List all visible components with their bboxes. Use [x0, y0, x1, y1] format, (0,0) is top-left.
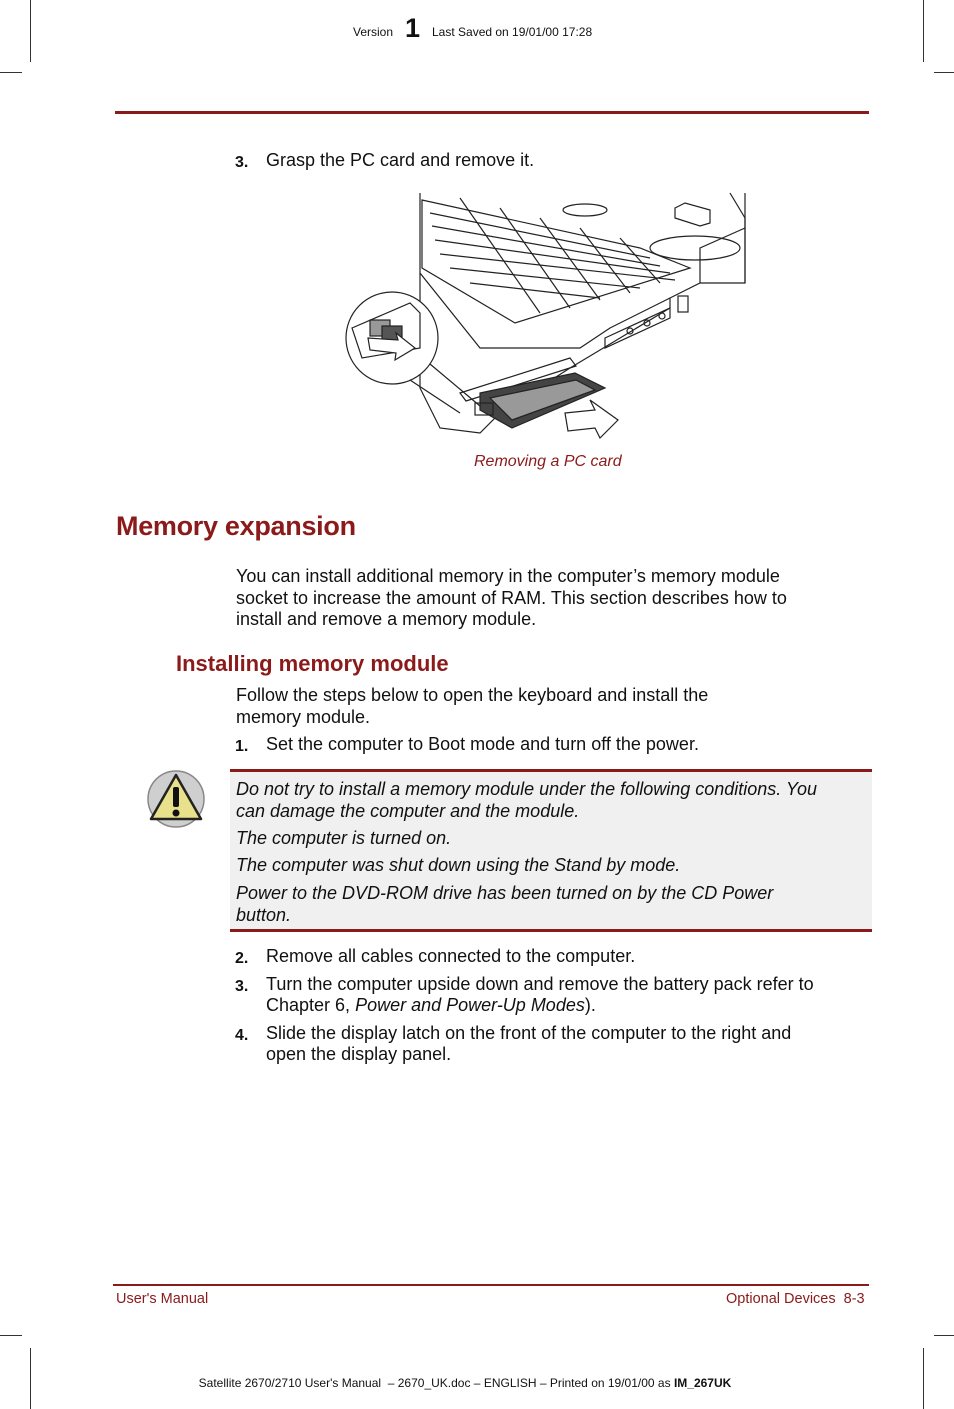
step-text: Slide the display latch on the front of the computer to the right and — [266, 1023, 792, 1043]
footer-rule — [113, 1284, 869, 1286]
crop-mark — [30, 0, 31, 62]
crop-mark — [934, 72, 954, 73]
footer-left: User's Manual — [116, 1291, 209, 1307]
warning-line: The computer is turned on. — [236, 828, 452, 848]
warning-line: button. — [236, 905, 292, 925]
crop-mark — [30, 1348, 31, 1409]
warning-line: Power to the DVD-ROM drive has been turned on by the CD Power — [236, 883, 774, 903]
warning-line: Do not try to install a memory module under the following conditions. You — [236, 779, 817, 799]
crop-mark — [0, 72, 22, 73]
print-code: IM_267UK — [673, 1376, 732, 1390]
step-number: 3. — [235, 154, 249, 171]
chapter-reference: Power and Power-Up Modes — [355, 995, 585, 1015]
subsection-title: Installing memory module — [176, 651, 449, 676]
step-text: open the display panel. — [266, 1044, 452, 1064]
section-intro-line: You can install additional memory in the computer’s memory module — [236, 566, 780, 586]
subsection-intro-line: Follow the steps below to open the keyboard and install the — [236, 685, 709, 705]
last-saved: Last Saved on 19/01/00 17:28 — [432, 25, 593, 39]
step-text: Set the computer to Boot mode and turn off the power. — [266, 734, 699, 754]
header-rule — [115, 111, 869, 114]
pc-card-removal-illustration — [340, 188, 760, 443]
step-number: 2. — [235, 950, 249, 967]
crop-mark — [923, 0, 924, 62]
figure-caption: Removing a PC card — [474, 453, 622, 470]
step-number: 3. — [235, 978, 249, 995]
step-text: Turn the computer upside down and remove the battery pack refer to — [266, 974, 814, 994]
step-text: Remove all cables connected to the computer. — [266, 946, 636, 966]
step-text-prefix: Chapter 6, — [266, 995, 356, 1015]
version-label: Version — [353, 25, 394, 39]
warning-line: can damage the computer and the module. — [236, 801, 580, 821]
caution-triangle-icon — [145, 769, 207, 829]
crop-mark — [0, 1335, 22, 1336]
section-title: Memory expansion — [116, 511, 356, 541]
subsection-intro-line: memory module. — [236, 707, 371, 727]
step-number: 4. — [235, 1027, 249, 1044]
section-intro-line: socket to increase the amount of RAM. This section describes how to — [236, 588, 787, 608]
step-number: 1. — [235, 738, 249, 755]
step-text-line — [266, 995, 596, 1017]
print-info-text: Satellite 2670/2710 User's Manual – 2670_UK.doc – ENGLISH – Printed on 19/01/00 as — [198, 1376, 674, 1390]
crop-mark — [923, 1348, 924, 1409]
section-intro-line: install and remove a memory module. — [236, 609, 537, 629]
step-text: Grasp the PC card and remove it. — [266, 150, 535, 170]
version-number: 1 — [405, 13, 421, 43]
warning-box — [230, 769, 872, 932]
step-text-suffix: ). — [584, 995, 596, 1015]
footer-right: Optional Devices 8-3 — [726, 1291, 865, 1307]
warning-line: The computer was shut down using the Stand by mode. — [236, 855, 681, 875]
crop-mark — [934, 1335, 954, 1336]
print-info — [192, 1362, 731, 1390]
